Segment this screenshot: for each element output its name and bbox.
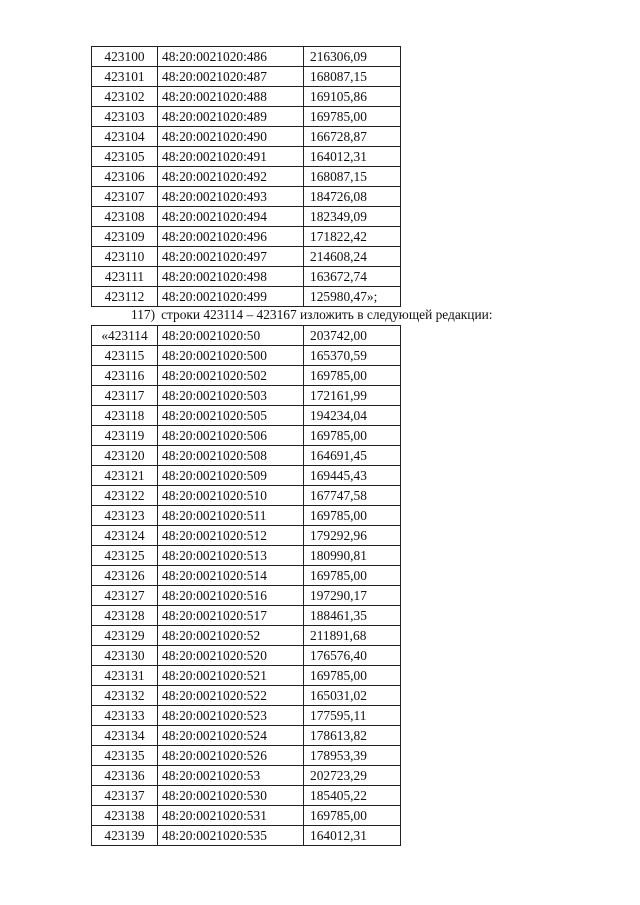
table-row: [92, 546, 401, 566]
area-value-cell: 165031,02: [304, 686, 401, 706]
row-number-cell: 423138: [92, 806, 158, 826]
area-value-cell: 203742,00: [304, 326, 401, 346]
row-number-cell: 423102: [92, 87, 158, 107]
cadastral-number-cell: 48:20:0021020:498: [158, 267, 304, 287]
row-number-cell: 423133: [92, 706, 158, 726]
table-row: [92, 67, 401, 87]
area-value-cell: 185405,22: [304, 786, 401, 806]
table-row: [92, 826, 401, 846]
cadastral-number-cell: 48:20:0021020:535: [158, 826, 304, 846]
row-number-cell: 423139: [92, 826, 158, 846]
area-value-cell: 179292,96: [304, 526, 401, 546]
row-number-cell: 423128: [92, 606, 158, 626]
area-value-cell: 163672,74: [304, 267, 401, 287]
cadastral-number-cell: 48:20:0021020:492: [158, 167, 304, 187]
table-row: [92, 167, 401, 187]
cadastral-number-cell: 48:20:0021020:490: [158, 127, 304, 147]
cadastral-number-cell: 48:20:0021020:52: [158, 626, 304, 646]
area-value-cell: 177595,11: [304, 706, 401, 726]
cadastral-number-cell: 48:20:0021020:505: [158, 406, 304, 426]
cadastral-number-cell: 48:20:0021020:523: [158, 706, 304, 726]
area-value-cell: 164691,45: [304, 446, 401, 466]
row-number-cell: 423130: [92, 646, 158, 666]
row-number-cell: 423107: [92, 187, 158, 207]
row-number-cell: 423104: [92, 127, 158, 147]
table-row: [92, 686, 401, 706]
area-value-cell: 169785,00: [304, 806, 401, 826]
table-row: [92, 706, 401, 726]
table-row: [92, 207, 401, 227]
cadastral-number-cell: 48:20:0021020:488: [158, 87, 304, 107]
row-number-cell: 423135: [92, 746, 158, 766]
table-row: [92, 726, 401, 746]
row-number-cell: 423125: [92, 546, 158, 566]
table-row: [92, 386, 401, 406]
cadastral-number-cell: 48:20:0021020:522: [158, 686, 304, 706]
cadastral-number-cell: 48:20:0021020:526: [158, 746, 304, 766]
area-value-cell: 184726,08: [304, 187, 401, 207]
area-value-cell: 169785,00: [304, 566, 401, 586]
row-number-cell: 423123: [92, 506, 158, 526]
area-value-cell: 178613,82: [304, 726, 401, 746]
row-number-cell: 423106: [92, 167, 158, 187]
row-number-cell: 423117: [92, 386, 158, 406]
table-row: [92, 406, 401, 426]
cadastral-number-cell: 48:20:0021020:511: [158, 506, 304, 526]
cadastral-number-cell: 48:20:0021020:50: [158, 326, 304, 346]
cadastral-number-cell: 48:20:0021020:520: [158, 646, 304, 666]
area-value-cell: 169105,86: [304, 87, 401, 107]
row-number-cell: 423132: [92, 686, 158, 706]
table-row: [92, 107, 401, 127]
table-row: [92, 366, 401, 386]
table-row: [92, 47, 401, 67]
area-value-cell: 169785,00: [304, 506, 401, 526]
area-value-cell: 216306,09: [304, 47, 401, 67]
cadastral-number-cell: 48:20:0021020:489: [158, 107, 304, 127]
parcel-table-bottom: [91, 325, 401, 846]
table-row: [92, 606, 401, 626]
row-number-cell: 423119: [92, 426, 158, 446]
row-number-cell: 423105: [92, 147, 158, 167]
table-row: [92, 426, 401, 446]
cadastral-number-cell: 48:20:0021020:487: [158, 67, 304, 87]
table-row: [92, 267, 401, 287]
cadastral-number-cell: 48:20:0021020:510: [158, 486, 304, 506]
cadastral-number-cell: 48:20:0021020:521: [158, 666, 304, 686]
table-row: [92, 227, 401, 247]
cadastral-number-cell: 48:20:0021020:531: [158, 806, 304, 826]
row-number-cell: 423129: [92, 626, 158, 646]
area-value-cell: 176576,40: [304, 646, 401, 666]
amendment-instruction: [91, 306, 611, 324]
area-value-cell: 197290,17: [304, 586, 401, 606]
table-row: [92, 766, 401, 786]
row-number-cell: 423108: [92, 207, 158, 227]
cadastral-number-cell: 48:20:0021020:509: [158, 466, 304, 486]
row-number-cell: 423103: [92, 107, 158, 127]
table-row: [92, 506, 401, 526]
row-number-cell: 423134: [92, 726, 158, 746]
area-value-cell: 169445,43: [304, 466, 401, 486]
row-number-cell: 423121: [92, 466, 158, 486]
area-value-cell: 169785,00: [304, 666, 401, 686]
row-number-cell: 423115: [92, 346, 158, 366]
table-row: [92, 346, 401, 366]
area-value-cell: 180990,81: [304, 546, 401, 566]
cadastral-number-cell: 48:20:0021020:514: [158, 566, 304, 586]
cadastral-number-cell: 48:20:0021020:499: [158, 287, 304, 307]
table-row: [92, 287, 401, 307]
table-row: [92, 526, 401, 546]
row-number-cell: 423124: [92, 526, 158, 546]
area-value-cell: 125980,47»;: [304, 287, 401, 307]
area-value-cell: 172161,99: [304, 386, 401, 406]
cadastral-number-cell: 48:20:0021020:500: [158, 346, 304, 366]
row-number-cell: 423120: [92, 446, 158, 466]
row-number-cell: 423112: [92, 287, 158, 307]
cadastral-number-cell: 48:20:0021020:53: [158, 766, 304, 786]
table-row: [92, 466, 401, 486]
row-number-cell: 423100: [92, 47, 158, 67]
row-number-cell: 423131: [92, 666, 158, 686]
table-row: [92, 247, 401, 267]
area-value-cell: 168087,15: [304, 167, 401, 187]
cadastral-number-cell: 48:20:0021020:513: [158, 546, 304, 566]
area-value-cell: 188461,35: [304, 606, 401, 626]
row-number-cell: 423109: [92, 227, 158, 247]
area-value-cell: 211891,68: [304, 626, 401, 646]
cadastral-number-cell: 48:20:0021020:530: [158, 786, 304, 806]
area-value-cell: 167747,58: [304, 486, 401, 506]
row-number-cell: 423116: [92, 366, 158, 386]
row-number-cell: «423114: [92, 326, 158, 346]
cadastral-number-cell: 48:20:0021020:512: [158, 526, 304, 546]
area-value-cell: 165370,59: [304, 346, 401, 366]
cadastral-number-cell: 48:20:0021020:506: [158, 426, 304, 446]
row-number-cell: 423111: [92, 267, 158, 287]
area-value-cell: 164012,31: [304, 826, 401, 846]
area-value-cell: 168087,15: [304, 67, 401, 87]
cadastral-number-cell: 48:20:0021020:493: [158, 187, 304, 207]
area-value-cell: 166728,87: [304, 127, 401, 147]
area-value-cell: 194234,04: [304, 406, 401, 426]
cadastral-number-cell: 48:20:0021020:491: [158, 147, 304, 167]
table-row: [92, 746, 401, 766]
table-row: [92, 486, 401, 506]
area-value-cell: 169785,00: [304, 107, 401, 127]
table-row: [92, 87, 401, 107]
area-value-cell: 169785,00: [304, 426, 401, 446]
cadastral-number-cell: 48:20:0021020:502: [158, 366, 304, 386]
amendment-item-text: строки 423114 – 423167 изложить в следующей редакции:: [161, 307, 493, 322]
table-row: [92, 566, 401, 586]
parcel-table-top-body: [92, 47, 401, 307]
table-row: [92, 586, 401, 606]
table-row: [92, 786, 401, 806]
cadastral-number-cell: 48:20:0021020:516: [158, 586, 304, 606]
cadastral-number-cell: 48:20:0021020:494: [158, 207, 304, 227]
area-value-cell: 169785,00: [304, 366, 401, 386]
amendment-item-number: 117): [131, 307, 156, 322]
table-row: [92, 446, 401, 466]
row-number-cell: 423110: [92, 247, 158, 267]
row-number-cell: 423127: [92, 586, 158, 606]
area-value-cell: 178953,39: [304, 746, 401, 766]
cadastral-number-cell: 48:20:0021020:486: [158, 47, 304, 67]
table-row: [92, 626, 401, 646]
table-row: [92, 147, 401, 167]
table-row: [92, 646, 401, 666]
row-number-cell: 423137: [92, 786, 158, 806]
area-value-cell: 164012,31: [304, 147, 401, 167]
table-row: [92, 187, 401, 207]
table-row: [92, 806, 401, 826]
row-number-cell: 423126: [92, 566, 158, 586]
cadastral-number-cell: 48:20:0021020:508: [158, 446, 304, 466]
cadastral-number-cell: 48:20:0021020:496: [158, 227, 304, 247]
table-row: [92, 326, 401, 346]
parcel-table-bottom-body: [92, 326, 401, 846]
table-row: [92, 666, 401, 686]
area-value-cell: 182349,09: [304, 207, 401, 227]
area-value-cell: 214608,24: [304, 247, 401, 267]
row-number-cell: 423101: [92, 67, 158, 87]
row-number-cell: 423122: [92, 486, 158, 506]
cadastral-number-cell: 48:20:0021020:497: [158, 247, 304, 267]
cadastral-number-cell: 48:20:0021020:503: [158, 386, 304, 406]
area-value-cell: 202723,29: [304, 766, 401, 786]
cadastral-number-cell: 48:20:0021020:517: [158, 606, 304, 626]
row-number-cell: 423136: [92, 766, 158, 786]
cadastral-number-cell: 48:20:0021020:524: [158, 726, 304, 746]
parcel-table-top: [91, 46, 401, 307]
area-value-cell: 171822,42: [304, 227, 401, 247]
row-number-cell: 423118: [92, 406, 158, 426]
table-row: [92, 127, 401, 147]
